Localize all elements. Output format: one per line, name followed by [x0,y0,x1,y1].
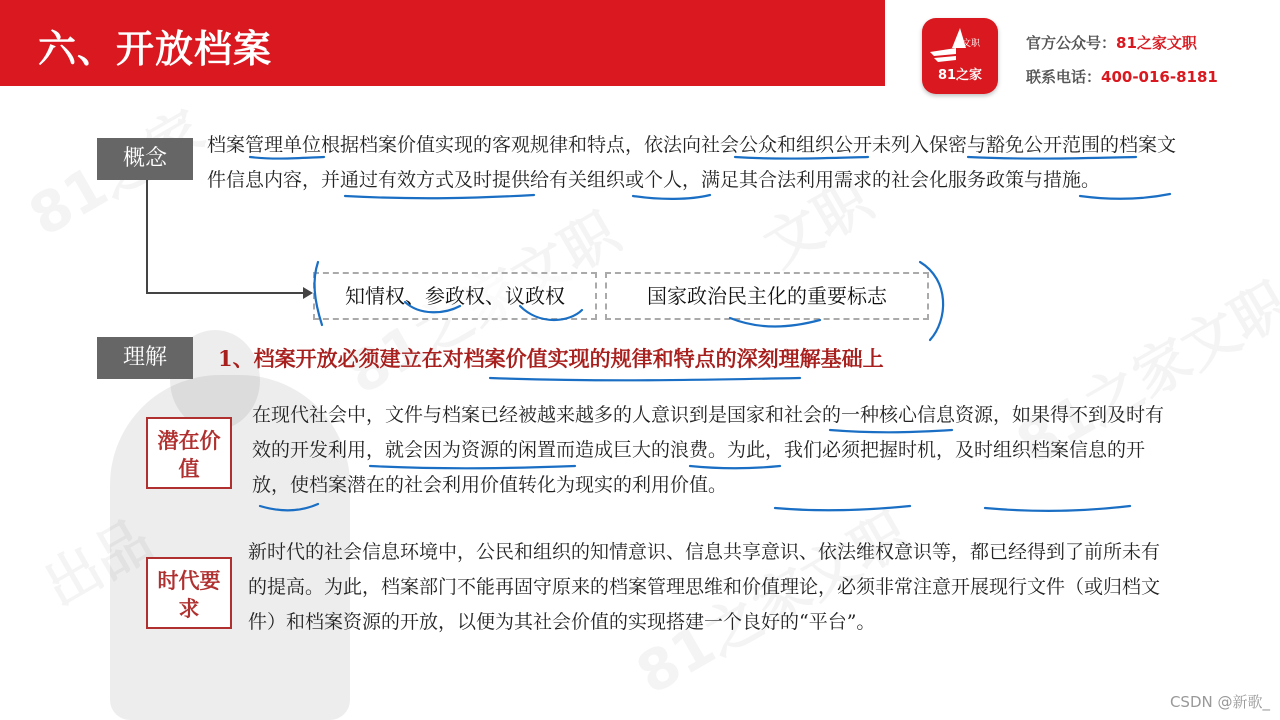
era-requirement-text: 新时代的社会信息环境中，公民和组织的知情意识、信息共享意识、依法维权意识等，都已经得到了前所未有的提高。为此，档案部门不能再固守原来的档案管理思维和价值理论，必须非常注意开展现行文件（或归档文件）和档案资源的开放，以便为其社会价值的实现搭建一个良好的“平台”。 [248,541,1161,633]
connector-line [146,180,148,293]
era-requirement-label: 时代要求 [146,557,232,629]
ink-underline [775,506,910,510]
brand-logo [922,18,998,94]
arrow-right-icon [303,287,313,299]
latent-value-label: 潜在价值 [146,417,232,489]
logo-tag: 文职 [962,39,981,49]
latent-value-text: 在现代社会中，文件与档案已经被越来越多的人意识到是国家和社会的一种核心信息资源，如果得不到及时有效的开发利用，就会因为资源的闲置而造成巨大的浪费。为此，我们必须把握时机，及时组织档案信息的开放，使档案潜在的社会利用价值转化为现实的利用价值。 [252,404,1165,496]
official-label: 官方公众号： [1026,34,1117,52]
concept-text: 档案管理单位根据档案价值实现的客观规律和特点，依法向社会公众和组织公开未列入保密与豁免公开范围的档案文件信息内容，并通过有效方式及时提供给有关组织或个人，满足其合法利用需求的社会化服务政策与措施。 [207,134,1177,191]
ink-underline [985,506,1130,511]
logo-text: 81之家 [937,68,983,83]
understand-title: 1、档案开放必须建立在对档案价值实现的规律和特点的深刻理解基础上 [218,346,884,371]
phone-value: 400-016-8181 [1101,68,1218,86]
understand-label: 理解 [97,337,193,379]
official-account [1026,32,1197,53]
democracy-box: 国家政治民主化的重要标志 [605,272,929,320]
rights-box: 知情权、参政权、议政权 [313,272,597,320]
ink-underline [490,378,800,380]
page-title: 六、开放档案 [38,27,273,71]
connector-line [146,292,306,294]
concept-label: 概念 [97,138,193,180]
contact-phone [1026,66,1218,87]
official-value: 81之家文职 [1116,34,1197,52]
phone-label: 联系电话： [1026,68,1102,86]
footer-credit: CSDN @新歌_ [1169,693,1270,711]
